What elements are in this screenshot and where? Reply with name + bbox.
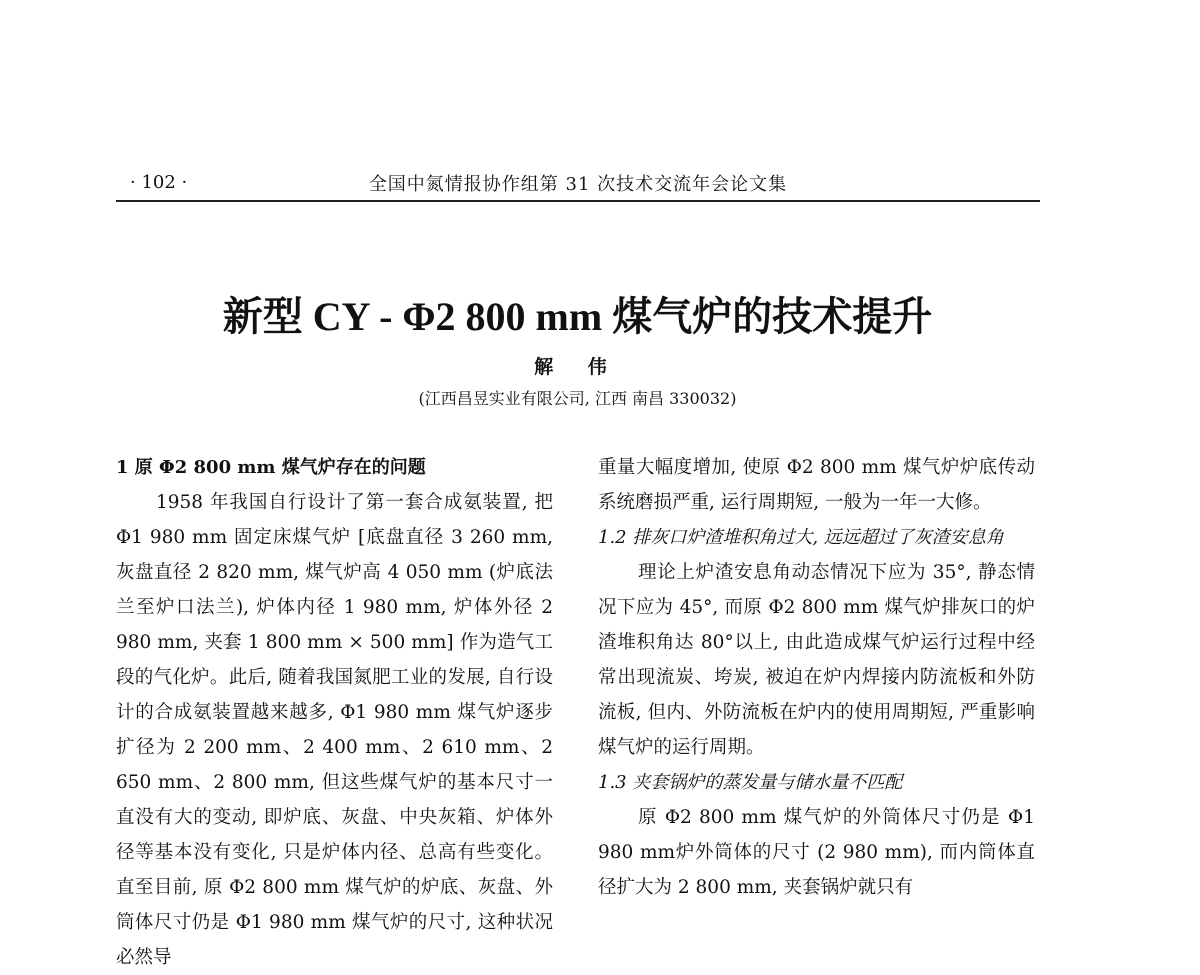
- subsection-1-2-paragraph: 理论上炉渣安息角动态情况下应为 35°, 静态情况下应为 45°, 而原 Φ2 800 mm 煤气炉排灰口的炉渣堆积角达 80°以上, 由此造成煤气炉运行过程中经常出现流炭、垮炭, 被迫在炉内焊接内防流板和外防流板, 但内、外防流板在炉内的使用周期短, 严重影响煤气炉的运行周期。: [598, 562, 1035, 758]
- header-rule: [116, 200, 1040, 202]
- article-title: 新型 CY - Φ2 800 mm 煤气炉的技术提升: [222, 293, 933, 339]
- author-name: 解 伟: [534, 356, 621, 378]
- subsection-1-3-heading: 1.3 夹套锅炉的蒸发量与储水量不匹配: [598, 772, 903, 793]
- left-column: [116, 450, 553, 975]
- section-1-paragraph-continued: 重量大幅度增加, 使原 Φ2 800 mm 煤气炉炉底传动系统磨损严重, 运行周期短, 一般为一年一大修。: [598, 457, 1035, 513]
- running-head: [116, 166, 1040, 196]
- section-1-paragraph: 1958 年我国自行设计了第一套合成氨装置, 把 Φ1 980 mm 固定床煤气炉 [底盘直径 3 260 mm, 灰盘直径 2 820 mm, 煤气炉高 4 050 mm (炉底法兰至炉口法兰), 炉体内径 1 980 mm, 炉体外径 2 980 mm, 夹套 1 800 mm × 500 mm] 作为造气工段的气化炉。此后, 随着我国氮肥工业的发展, 自行设计的合成氨装置越来越多, Φ1 980 mm 煤气炉逐步扩径为 2 200 mm、2 400 mm、2 610 mm、2 650 mm、2 800 mm, 但这些煤气炉的基本尺寸一直没有大的变动, 即炉底、灰盘、中央灰箱、炉体外径等基本没有变化, 只是炉体内径、总高有些变化。直至目前, 原 Φ2 800 mm 煤气炉的炉底、灰盘、外筒体尺寸仍是 Φ1 980 mm 煤气炉的尺寸, 这种状况必然导: [116, 492, 553, 968]
- subsection-1-2-heading: 1.2 排灰口炉渣堆积角过大, 远远超过了灰渣安息角: [598, 527, 1004, 548]
- author-affiliation: (江西昌昱实业有限公司, 江西 南昌 330032): [418, 389, 737, 408]
- journal-title: 全国中氮情报协作组第 31 次技术交流年会论文集: [368, 174, 788, 195]
- page-number: · 102 ·: [130, 172, 188, 193]
- right-column: [598, 450, 1035, 905]
- section-1-heading: 1 原 Φ2 800 mm 煤气炉存在的问题: [116, 457, 426, 478]
- subsection-1-3-paragraph: 原 Φ2 800 mm 煤气炉的外筒体尺寸仍是 Φ1 980 mm炉外筒体的尺寸 (2 980 mm), 而内筒体直径扩大为 2 800 mm, 夹套锅炉就只有: [598, 807, 1035, 898]
